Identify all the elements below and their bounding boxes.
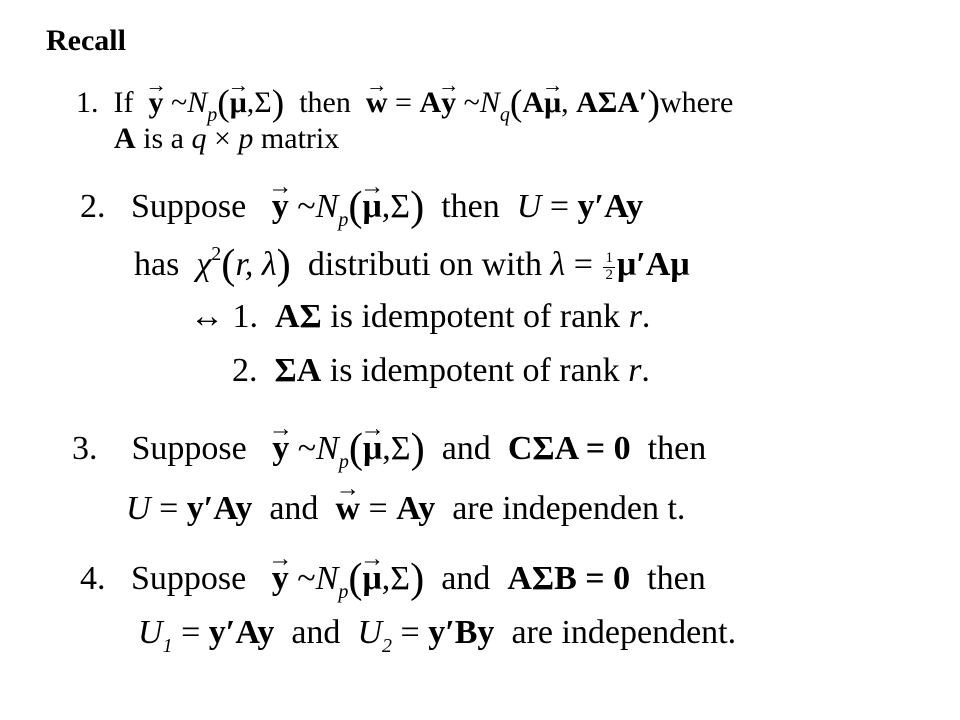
item3-condition: CΣA = 0 xyxy=(507,430,631,467)
item1-vector-mu: → μ xyxy=(230,88,247,118)
item2-statement: 2. Suppose → y $\sim N_p(\to \mu,\Sigma)$ then U = y′Ay xyxy=(80,186,643,230)
item4-statement: 4. Suppose → y $\sim N_p(\to \mu,\Sigma)$ and AΣB = 0 then xyxy=(80,558,706,602)
item2-number: 2. xyxy=(80,188,106,225)
item1-if: If xyxy=(113,86,134,119)
item3-statement: 3. Suppose → y $\sim N_p(\to \mu,\Sigma)$ and CΣA = 0 then xyxy=(72,428,706,472)
item2-condition-2: 2. ΣA is idempotent of rank r. xyxy=(232,352,650,389)
item2-half: $\frac{1}{2}$ xyxy=(605,249,613,283)
item1-tilde: ~ xyxy=(170,86,188,119)
item4-number: 4. xyxy=(80,560,106,597)
item2-condition-1: ↔ 1. AΣ is idempotent of rank r. xyxy=(190,298,651,335)
item1-vector-w: → w xyxy=(366,88,388,118)
item4-condition: AΣB = 0 xyxy=(507,560,631,597)
slide-title: Recall xyxy=(46,24,126,57)
item3-number: 3. xyxy=(72,430,98,467)
item1-statement: 1. If → y $\sim N_p(\to \mu,\Sigma)$ then → w = A→ y $\sim N_q(A\to \mu$, AΣA′)where xyxy=(76,85,733,125)
item1-matrix-note: A is a q × p matrix xyxy=(114,122,340,155)
item1-vector-y2: → y xyxy=(441,88,456,118)
item1-sigma: Σ xyxy=(254,86,272,119)
item1-where: where xyxy=(659,86,734,119)
item3-conclusion: U = y′Ay and → w = Ay are independen t. xyxy=(126,492,685,526)
item2-noncentrality: μ′Aμ xyxy=(616,246,690,283)
item2-quadratic-form: y′Ay xyxy=(577,188,644,225)
item1-number: 1. xyxy=(76,86,99,119)
item1-then: then xyxy=(299,86,351,119)
item1-vector-y: → y xyxy=(148,88,163,118)
iff-symbol: ↔ xyxy=(190,298,224,335)
item1-covariance: AΣA′ xyxy=(576,86,648,119)
item4-conclusion: $U_1 = y'Ay$ and $U_2 = y'By$ are independent. xyxy=(138,614,737,657)
item2-distribution: has $\chi^2(r$, λ) distributi on with λ = $\frac{1}{2}$ μ′Aμ xyxy=(134,241,690,288)
item1-N: N xyxy=(187,86,208,119)
item1-p: p xyxy=(207,104,218,126)
